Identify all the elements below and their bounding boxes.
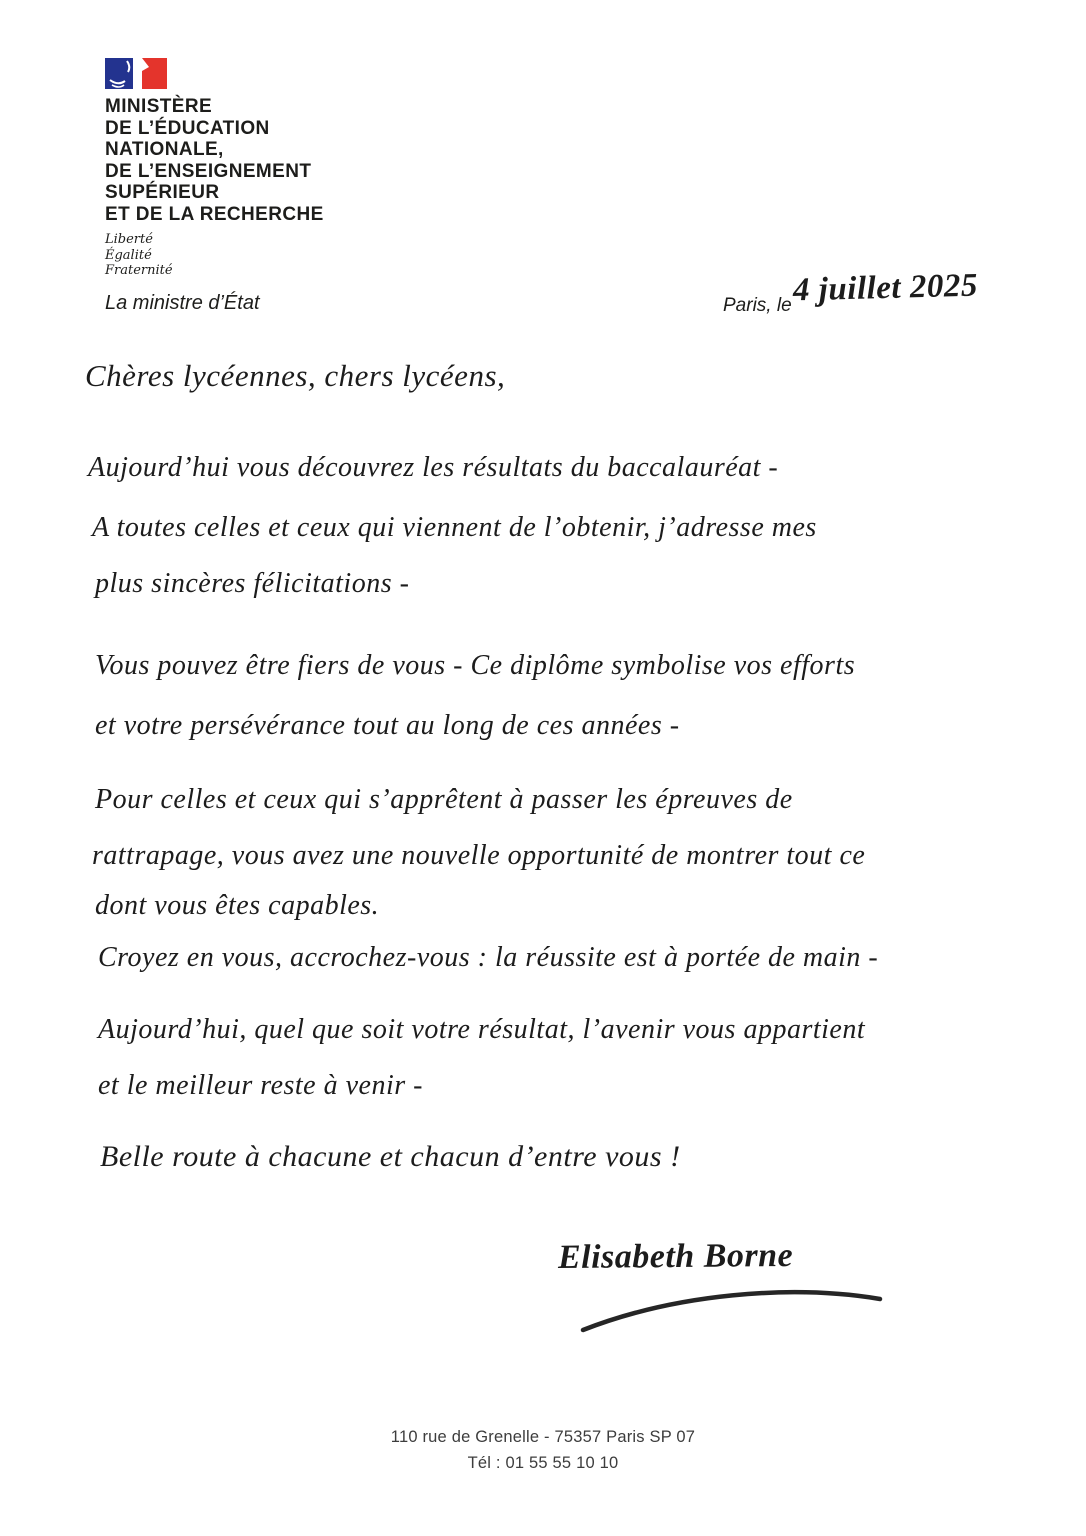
french-flag-marianne-icon xyxy=(105,58,171,89)
ministry-line: ET DE LA RECHERCHE xyxy=(105,203,324,225)
footer-phone: Tél : 01 55 55 10 10 xyxy=(467,1454,619,1472)
body-line: Pour celles et ceux qui s’apprêtent à passer les épreuves de xyxy=(95,784,793,815)
ministry-line: SUPÉRIEUR xyxy=(105,182,220,203)
motto-line: Fraternité xyxy=(105,263,173,278)
ministry-header xyxy=(105,58,324,279)
body-line: rattrapage, vous avez une nouvelle opportunité de montrer tout ce xyxy=(92,840,866,871)
body-line: dont vous êtes capables. xyxy=(95,890,380,921)
ministry-line: MINISTÈRE xyxy=(105,96,213,117)
motto-line: Égalité xyxy=(105,247,152,263)
signature-underline-stroke xyxy=(575,1282,890,1337)
ministry-line: DE L’ÉDUCATION xyxy=(105,117,270,139)
signature-name: Elisabeth Borne xyxy=(557,1236,794,1277)
body-line: A toutes celles et ceux qui viennent de l’obtenir, j’adresse mes xyxy=(92,512,817,543)
body-line: et votre persévérance tout au long de ces années - xyxy=(95,710,680,741)
footer-address: 110 rue de Grenelle - 75357 Paris SP 07 xyxy=(390,1428,696,1446)
body-line: Croyez en vous, accrochez-vous : la réussite est à portée de main - xyxy=(98,942,879,973)
body-line: et le meilleur reste à venir - xyxy=(98,1070,423,1101)
republic-motto xyxy=(105,232,324,279)
body-line: Aujourd’hui, quel que soit votre résultat, l’avenir vous appartient xyxy=(98,1014,866,1045)
place-printed: Paris, le xyxy=(723,295,792,316)
ministry-line: DE L’ENSEIGNEMENT xyxy=(105,160,312,182)
body-line: plus sincères félicitations - xyxy=(95,568,410,599)
ministry-name xyxy=(105,96,324,225)
ministry-line: NATIONALE, xyxy=(105,139,224,160)
body-line: Aujourd’hui vous découvrez les résultats du baccalauréat - xyxy=(88,452,779,483)
closing-line: Belle route à chacune et chacun d’entre vous ! xyxy=(100,1140,681,1173)
salutation-line: Chères lycéennes, chers lycéens, xyxy=(85,358,506,393)
letter-footer xyxy=(0,1424,1086,1476)
motto-line: Liberté xyxy=(105,232,153,247)
body-line: Vous pouvez être fiers de vous - Ce diplôme symbolise vos efforts xyxy=(95,650,856,681)
sender-title: La ministre d’État xyxy=(105,292,260,314)
handwritten-date: 4 juillet 2025 xyxy=(792,267,979,309)
